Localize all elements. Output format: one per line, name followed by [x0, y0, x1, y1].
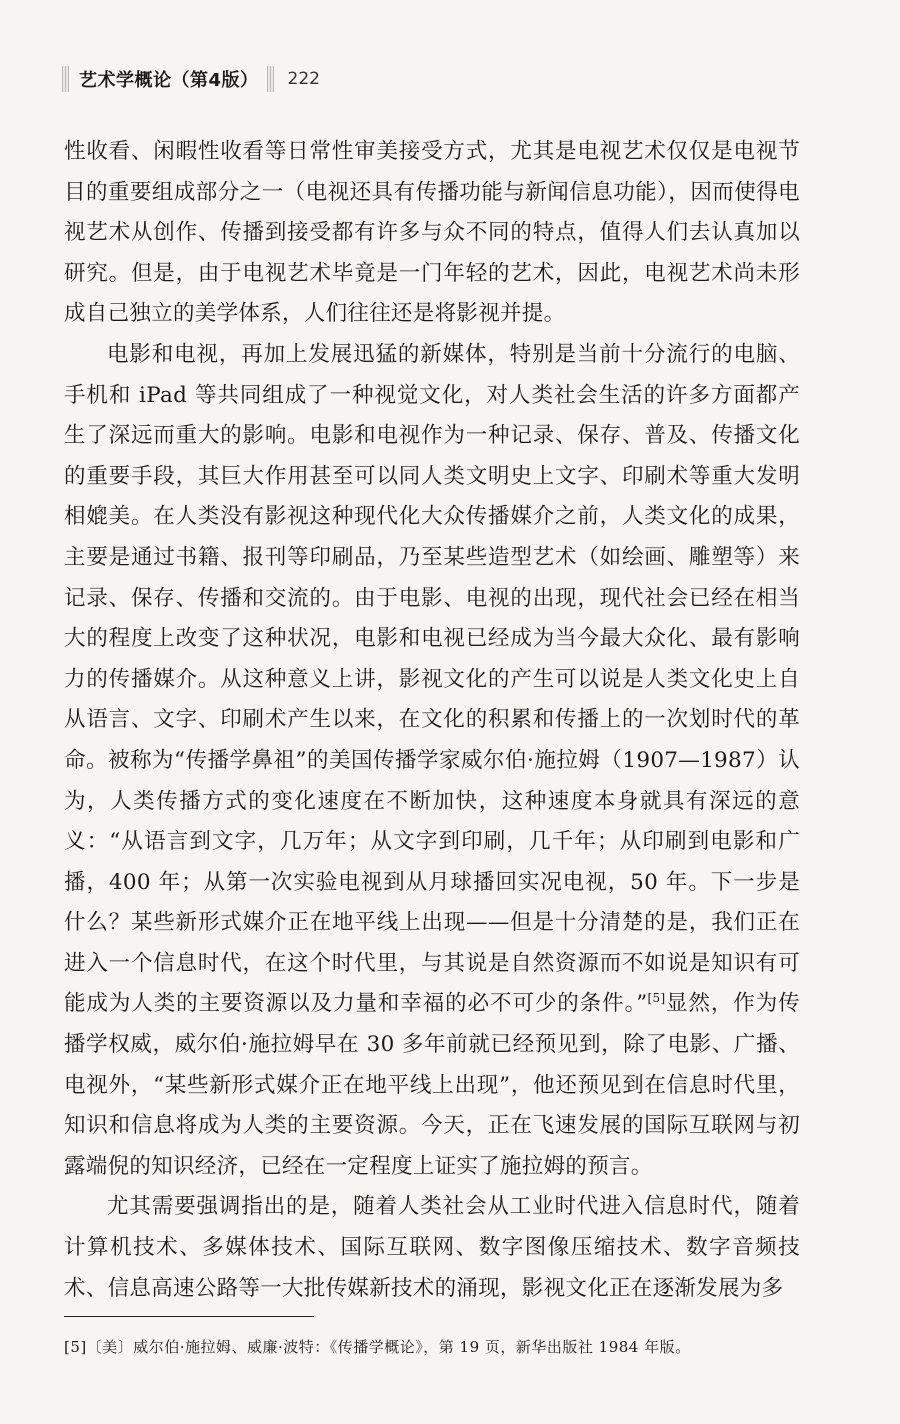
header-bar-right [267, 66, 274, 92]
running-header [62, 66, 320, 92]
paragraph-2 [64, 335, 800, 1187]
paragraph-3: 尤其需要强调指出的是，随着人类社会从工业时代进入信息时代，随着计算机技术、多媒体技术、国际互联网、数字图像压缩技术、数字音频技术、信息高速公路等一大批传媒新技术的涌现，影视文化正在逐渐发展为多 [64, 1194, 800, 1301]
footnote-divider [64, 1316, 314, 1317]
page-number: 222 [287, 69, 320, 89]
paragraph-2-continued: 显然，作为传播学权威，威尔伯·施拉姆早在 30 多年前就已经预见到，除了电影、广播、电视外，“某些新形式媒介正在地平线上出现”，他还预见到在信息时代里，知识和信息将成为人类的主要资源。今天，正在飞速发展的国际互联网与初露端倪的知识经济，已经在一定程度上证实了施拉姆的预言。 [64, 991, 800, 1179]
paragraph-1: 性收看、闲暇性收看等日常性审美接受方式，尤其是电视艺术仅仅是电视节目的重要组成部分之一（电视还具有传播功能与新闻信息功能），因而使得电视艺术从创作、传播到接受都有许多与众不同的特点，值得人们去认真加以研究。但是，由于电视艺术毕竟是一门年轻的艺术，因此，电视艺术尚未形成自己独立的美学体系，人们往往还是将影视并提。 [64, 139, 800, 327]
footnote-reference: [5] [647, 991, 666, 1006]
body-text [64, 132, 800, 1309]
header-bar-left [62, 66, 69, 92]
book-title: 艺术学概论（第4版） [79, 70, 259, 91]
footnote: [5]〔美〕威尔伯·施拉姆、威廉·波特：《传播学概论》，第 19 页，新华出版社 1984 年版。 [64, 1338, 691, 1356]
paragraph-2-text: 电影和电视，再加上发展迅猛的新媒体，特别是当前十分流行的电脑、手机和 iPad 等共同组成了一种视觉文化，对人类社会生活的许多方面都产生了深远而重大的影响。电影和电视作为一种记录、保存、普及、传播文化的重要手段，其巨大作用甚至可以同人类文明史上文字、印刷术等重大发明相媲美。在人类没有影视这种现代化大众传播媒介之前，人类文化的成果，主要是通过书籍、报刊等印刷品，乃至某些造型艺术（如绘画、雕塑等）来记录、保存、传播和交流的。由于电影、电视的出现，现代社会已经在相当大的程度上改变了这种状况，电影和电视已经成为当今最大众化、最有影响力的传播媒介。从这种意义上讲，影视文化的产生可以说是人类文化史上自从语言、文字、印刷术产生以来，在文化的积累和传播上的一次划时代的革命。被称为“传播学鼻祖”的美国传播学家威尔伯·施拉姆（1907—1987）认为，人类传播方式的变化速度在不断加快，这种速度本身就具有深远的意义：“从语言到文字，几万年；从文字到印刷，几千年；从印刷到电影和广播，400 年；从第一次实验电视到从月球播回实况电视，50 年。下一步是什么？某些新形式媒介正在地平线上出现——但是十分清楚的是，我们正在进入一个信息时代，在这个时代里，与其说是自然资源而不如说是知识有可能成为人类的主要资源以及力量和幸福的必不可少的条件。” [64, 341, 800, 1017]
